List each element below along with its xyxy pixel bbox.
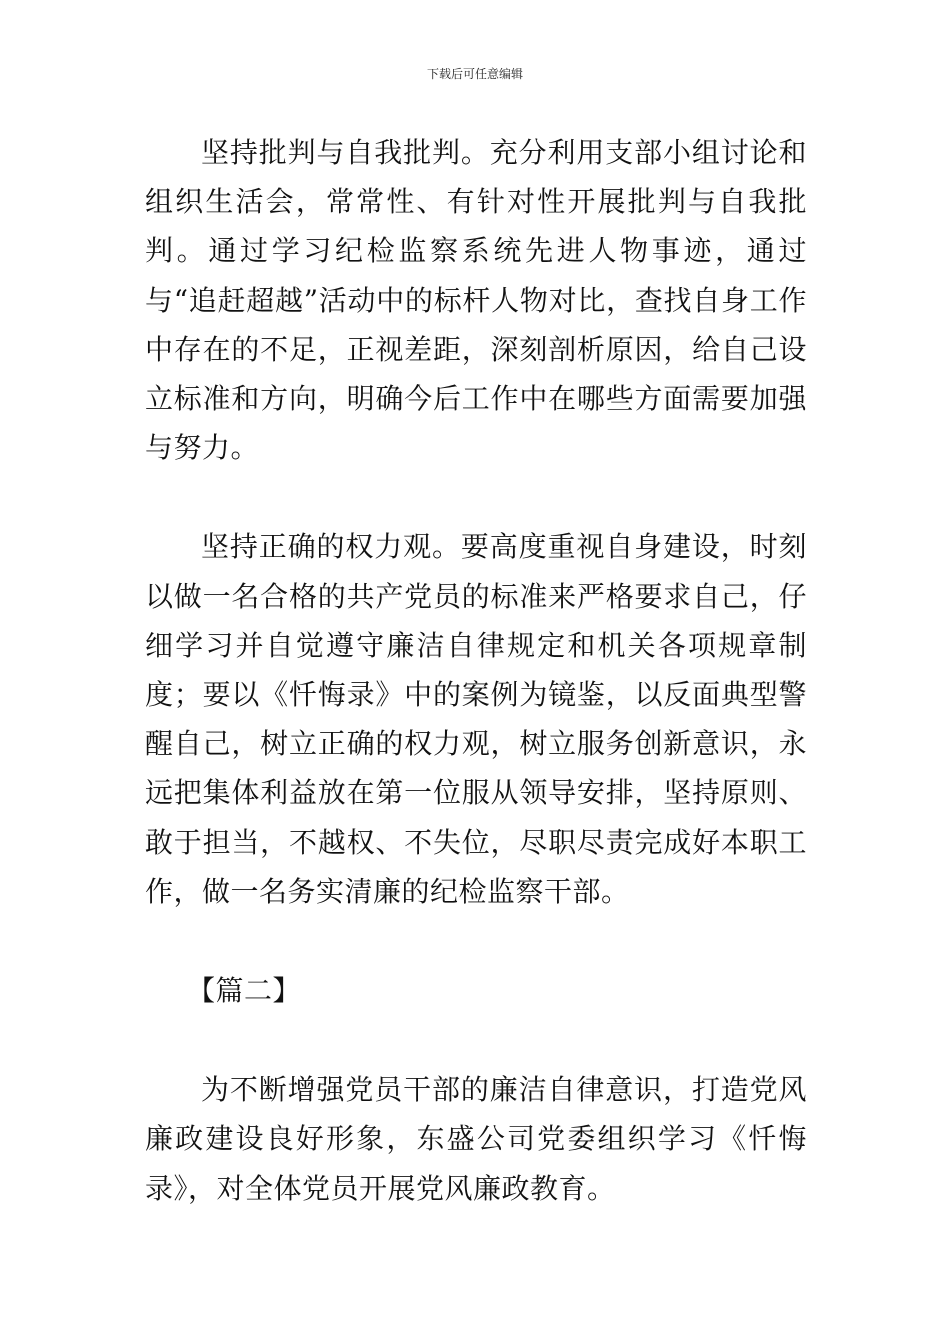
paragraph-spacer: [145, 472, 807, 522]
document-body: [145, 128, 807, 1213]
section-heading: 【篇二】: [187, 974, 302, 1008]
page-header-note: 下载后可任意编辑: [426, 67, 523, 81]
paragraph-spacer: [145, 916, 807, 966]
paragraph-criticism: 坚持批判与自我批判。充分利用支部小组讨论和组织生活会，常常性、有针对性开展批判与自我批判。通过学习纪检监察系统先进人物事迹，通过与“追赶超越”活动中的标杆人物对比，查找自身工作中存在的不足，正视差距，深刻剖析原因，给自己设立标准和方向，明确今后工作中在哪些方面需要加强与努力。: [145, 136, 807, 465]
paragraph-spacer: [145, 1015, 807, 1065]
paragraph-section-two-intro: 为不断增强党员干部的廉洁自律意识，打造党风廉政建设良好形象，东盛公司党委组织学习《忏悔录》，对全体党员开展党风廉政教育。: [145, 1073, 807, 1205]
paragraph-power-view: 坚持正确的权力观。要高度重视自身建设，时刻以做一名合格的共产党员的标准来严格要求自己，仔细学习并自觉遵守廉洁自律规定和机关各项规章制度；要以《忏悔录》中的案例为镜鉴，以反面典型警醒自己，树立正确的权力观，树立服务创新意识，永远把集体利益放在第一位服从领导安排，坚持原则、敢于担当，不越权、不失位，尽职尽责完成好本职工作，做一名务实清廉的纪检监察干部。: [145, 530, 807, 908]
